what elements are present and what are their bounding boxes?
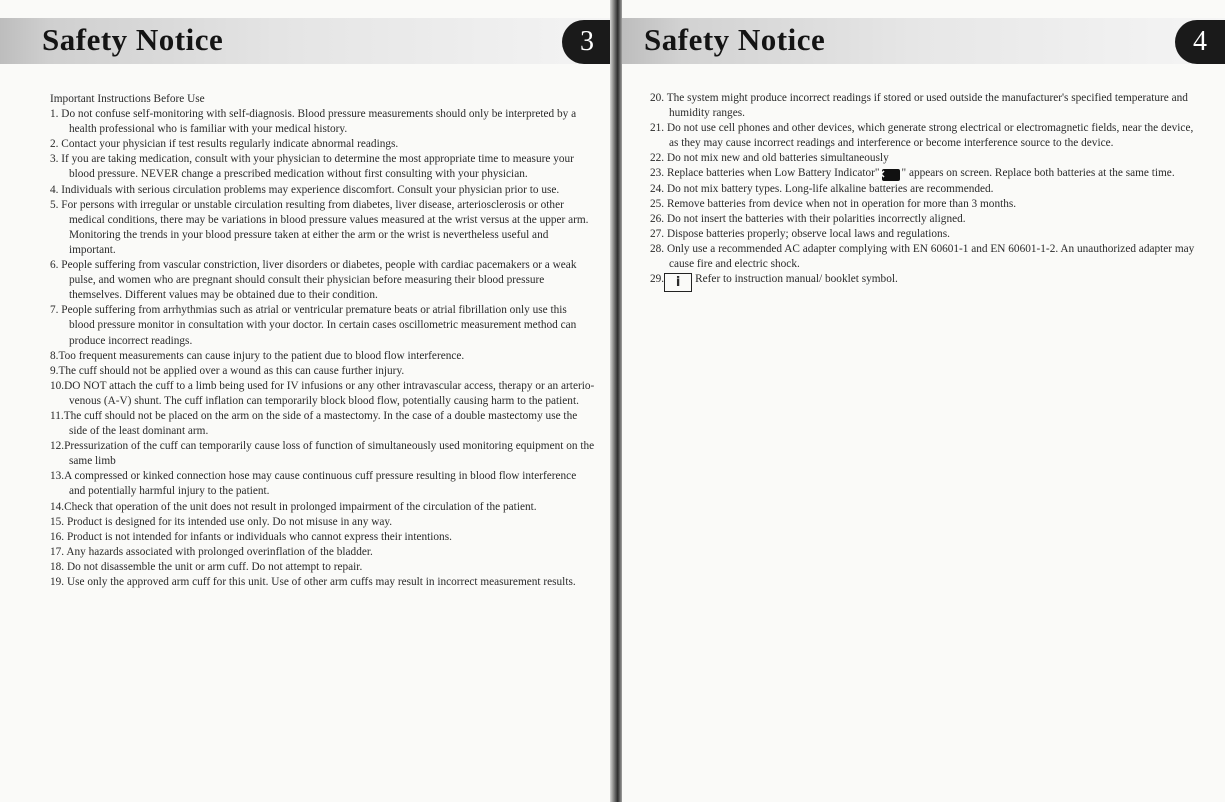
list-item: 2. Contact your physician if test results regularly indicate abnormal readings. (50, 138, 399, 151)
low-battery-icon: ✕ (882, 169, 900, 181)
list-item-29 (650, 272, 1205, 292)
list-item: 28. Only use a recommended AC adapter complying with EN 60601-1 and EN 60601-1-2. An unauthorized adapter may cause fire and electric shock. (650, 242, 1195, 271)
list-item: 13.A compressed or kinked connection hose may cause continuous cuff pressure resulting in blood flow interference and potentially harmful injury to the patient. (50, 470, 577, 498)
left-page-number: 3 (562, 20, 612, 64)
list-item: 15. Product is designed for its intended use only. Do not misuse in any way. (50, 515, 393, 528)
list-item: 26. Do not insert the batteries with their polarities incorrectly aligned. (650, 212, 966, 225)
list-item: 25. Remove batteries from device when not in operation for more than 3 months. (650, 197, 1017, 210)
item23-text-after: " appears on screen. Replace both batteries at the same time. (901, 167, 1175, 180)
list-item: 19. Use only the approved arm cuff for this unit. Use of other arm cuffs may result in incorrect measurement results. (50, 576, 576, 588)
right-page-number: 4 (1175, 20, 1225, 64)
list-item: 11.The cuff should not be placed on the arm on the side of a mastectomy. In the case of a double mastectomy use the side of the least dominant arm. (50, 409, 578, 438)
left-page-title: Safety Notice (42, 22, 224, 57)
list-item: 5. For persons with irregular or unstable circulation resulting from diabetes, liver disease, arteriosclerosis or other medical conditions, there may be variations in blood pressure values measured at the wrist versus at the upper arm. Monitoring the trends in your blood pressure taken at either the arm or the wrist is nevertheless useful and important. (50, 198, 589, 256)
list-item: 17. Any hazards associated with prolonged overinflation of the bladder. (50, 545, 373, 558)
list-item: 12.Pressurization of the cuff can temporarily cause loss of function of simultaneously used monitoring equipment on the same limb (50, 440, 595, 468)
right-page-title: Safety Notice (644, 22, 826, 57)
list-item: 20. The system might produce incorrect readings if stored or used outside the manufacturer's specified temperature and humidity ranges. (650, 92, 1188, 120)
list-item: 14.Check that operation of the unit does not result in prolonged impairment of the circulation of the patient. (50, 500, 537, 513)
right-page (622, 0, 1225, 802)
list-item: 7. People suffering from arrhythmias such as atrial or ventricular premature beats or atrial fibrillation only use this blood pressure monitor in consultation with your doctor. In certain cases oscillometric measurement method can produce incorrect readings. (50, 304, 577, 347)
left-page (0, 0, 612, 802)
list-item: 27. Dispose batteries properly; observe local laws and regulations. (650, 227, 950, 240)
list-item: 4. Individuals with serious circulation problems may experience discomfort. Consult your physician prior to use. (50, 183, 560, 196)
list-item: 24. Do not mix battery types. Long-life alkaline batteries are recommended. (650, 182, 994, 195)
list-item: 1. Do not confuse self-monitoring with self-diagnosis. Blood pressure measurements should only be interpreted by a health professional who is familiar with your medical history. (50, 108, 577, 136)
item29-text: Refer to instruction manual/ booklet symbol. (695, 273, 898, 286)
list-item: 10.DO NOT attach the cuff to a limb being used for IV infusions or any other intravascular access, therapy or an arterio-venous (A-V) shunt. The cuff inflation can temporarily block blood flow, potentially causing harm to the patient. (50, 379, 595, 407)
info-manual-icon: i (664, 273, 692, 292)
list-item: 6. People suffering from vascular constriction, liver disorders or diabetes, people with cardiac pacemakers or a weak pulse, and women who are pregnant should consult their physician before measuring their blood pressure themselves. Different values may be obtained due to their condition. (50, 259, 577, 302)
list-item: 9.The cuff should not be applied over a wound as this can cause further injury. (50, 364, 405, 377)
intro-heading: Important Instructions Before Use (50, 93, 205, 105)
list-item-23 (650, 166, 1205, 181)
list-item: 22. Do not mix new and old batteries simultaneously (650, 152, 889, 165)
list-item: 21. Do not use cell phones and other devices, which generate strong electrical or electromagnetic fields, near the device, as they may cause incorrect readings and interference or become interference source to the device. (650, 122, 1194, 150)
list-item: 8.Too frequent measurements can cause injury to the patient due to blood flow interference. (50, 349, 465, 362)
list-item: 18. Do not disassemble the unit or arm cuff. Do not attempt to repair. (50, 560, 363, 573)
list-item: 3. If you are taking medication, consult with your physician to determine the most appropriate time to measure your blood pressure. NEVER change a prescribed medication without first consulting with your physician. (50, 153, 574, 181)
item23-text-before: 23. Replace batteries when Low Battery Indicator" (650, 167, 880, 180)
item29-prefix: 29. (650, 273, 665, 286)
right-content (650, 91, 1205, 292)
left-content (50, 92, 595, 590)
list-item: 16. Product is not intended for infants or individuals who cannot express their intentions. (50, 530, 452, 543)
